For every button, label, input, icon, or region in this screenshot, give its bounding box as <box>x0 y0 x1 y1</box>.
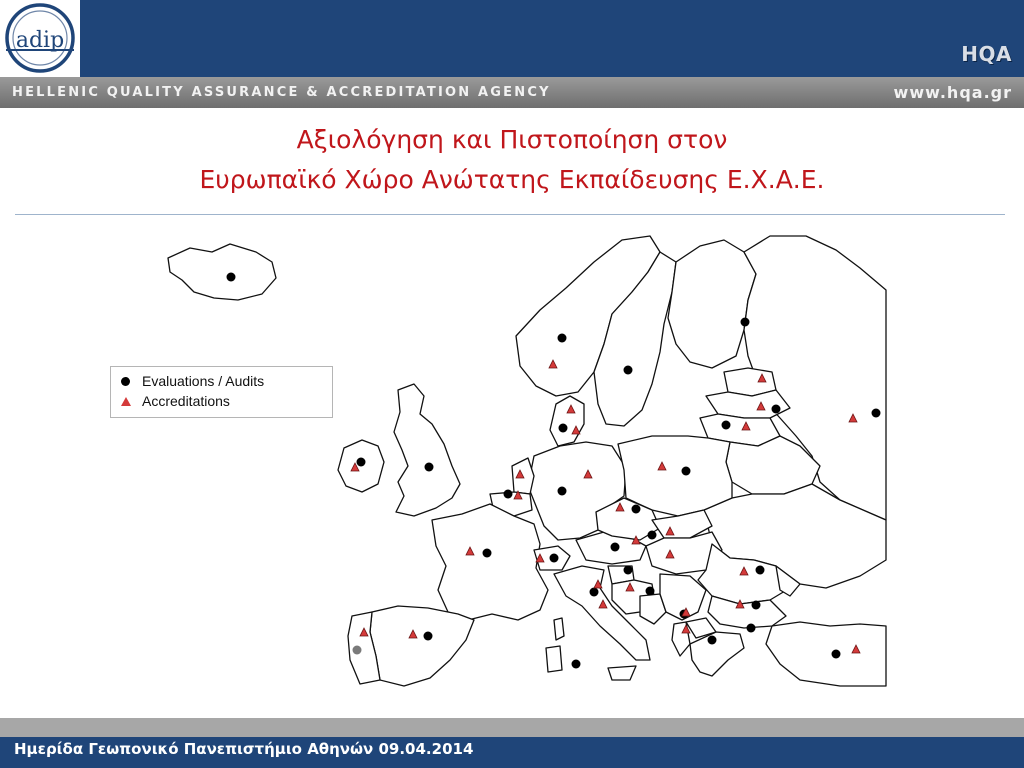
country-denmark <box>550 396 584 446</box>
evaluation-dot <box>558 487 567 496</box>
red-triangle-icon <box>121 397 131 406</box>
evaluation-dot <box>357 458 366 467</box>
agency-bar <box>0 77 1024 108</box>
agency-name: HELLENIC QUALITY ASSURANCE & ACCREDITATION AGENCY <box>12 85 551 100</box>
country-greece <box>690 632 744 676</box>
evaluation-dot <box>646 587 655 596</box>
country-uk <box>394 384 460 516</box>
legend-evaluations-label: Evaluations / Audits <box>142 373 265 389</box>
evaluation-dot <box>832 650 841 659</box>
title-line-1: Αξιολόγηση και Πιστοποίηση στον <box>296 125 728 154</box>
evaluation-dot <box>504 490 513 499</box>
evaluation-dot-grey <box>353 646 362 655</box>
adip-logo[interactable] <box>0 0 82 77</box>
evaluation-dot <box>425 463 434 472</box>
evaluation-dot <box>550 554 559 563</box>
black-dot-icon <box>121 377 130 386</box>
evaluation-dot <box>752 601 761 610</box>
evaluation-dot <box>611 543 620 552</box>
country-iceland <box>168 244 276 300</box>
island-sardinia <box>546 646 562 672</box>
evaluation-dot <box>741 318 750 327</box>
evaluation-dot <box>227 273 236 282</box>
evaluation-dot <box>722 421 731 430</box>
legend-evaluations <box>121 373 264 389</box>
country-finland <box>668 240 756 368</box>
country-spain <box>370 606 474 686</box>
evaluation-dot <box>708 636 717 645</box>
legend-accreditations <box>121 393 230 409</box>
hqa-brand: HQA <box>961 42 1012 66</box>
slide-title <box>0 120 1024 200</box>
evaluation-dot <box>632 505 641 514</box>
header-bar <box>0 0 1024 77</box>
evaluation-dot <box>424 632 433 641</box>
footer-grey-band <box>0 718 1024 737</box>
legend-accreditations-label: Accreditations <box>142 393 230 409</box>
title-divider <box>15 214 1005 215</box>
evaluation-dot <box>483 549 492 558</box>
evaluation-dot <box>558 334 567 343</box>
evaluation-dot <box>772 405 781 414</box>
logo-text: adip <box>15 28 65 53</box>
footer-text: Ημερίδα Γεωπονικό Πανεπιστήμιο Αθηνών 09.04.2014 <box>14 740 474 758</box>
evaluation-dot <box>559 424 568 433</box>
evaluation-dot <box>682 467 691 476</box>
adip-logo-icon <box>0 0 80 77</box>
country-france <box>432 504 548 620</box>
europe-map <box>110 232 890 687</box>
evaluation-dot <box>590 588 599 597</box>
island-corsica <box>554 618 564 640</box>
title-line-2: Ευρωπαϊκό Χώρο Ανώτατης Εκπαίδευσης Ε.Χ.Α.Ε. <box>199 165 825 194</box>
website-link[interactable]: www.hqa.gr <box>893 83 1012 102</box>
evaluation-dot <box>624 366 633 375</box>
island-sicily <box>608 666 636 680</box>
evaluation-dot <box>872 409 881 418</box>
evaluation-dot <box>572 660 581 669</box>
evaluation-dot <box>756 566 765 575</box>
footer-bar <box>0 737 1024 768</box>
map-legend <box>110 366 333 418</box>
evaluation-dot <box>624 566 633 575</box>
evaluation-dot <box>747 624 756 633</box>
country-turkey <box>766 622 886 686</box>
evaluation-dot <box>648 531 657 540</box>
